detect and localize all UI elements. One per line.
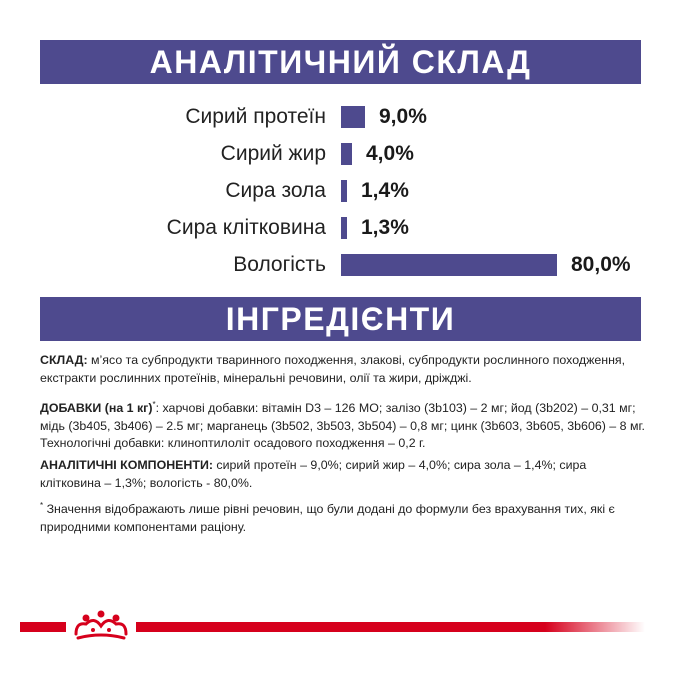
composition-row-bar bbox=[341, 217, 347, 239]
composition-row-label: Сирий протеїн bbox=[185, 105, 326, 128]
additives-text: : харчові добавки: вітамін D3 – 126 МО; залізо (3b103) – 2 мг; йод (3b202) – 0,31 мг; мідь (3b405, 3b406) – 2.5 мг; марганець (3b502, 3b503, 3b504) – 0,8 мг; цинк (3b603, 3b605, 3b606) – 8 мг. Технологічні добавки: клиноптилоліт осадового походження – 0,2 г. bbox=[40, 401, 645, 451]
composition-row-bar bbox=[341, 180, 347, 202]
composition-row bbox=[0, 178, 682, 204]
composition-row bbox=[0, 252, 682, 278]
composition-row-bar bbox=[341, 143, 352, 165]
composition-title-banner bbox=[40, 40, 641, 84]
components-label: АНАЛІТИЧНІ КОМПОНЕНТИ: bbox=[40, 458, 213, 472]
composition-row bbox=[0, 215, 682, 241]
composition-row-label: Сира зола bbox=[225, 179, 326, 202]
royal-canin-crown-icon bbox=[66, 604, 136, 644]
composition-row-label: Сирий жир bbox=[220, 142, 326, 165]
footnote-asterisk: * bbox=[40, 501, 44, 510]
composition-row-label: Сира клітковина bbox=[166, 216, 326, 239]
footer-line-fade bbox=[545, 622, 645, 632]
composition-row-value: 1,3% bbox=[361, 216, 409, 239]
sklad-paragraph bbox=[40, 352, 650, 387]
composition-row-value: 80,0% bbox=[571, 253, 631, 276]
footnote-paragraph bbox=[40, 497, 650, 536]
components-paragraph bbox=[40, 457, 650, 492]
footnote-text: Значення відображають лише рівні речовин, що були додані до формули без врахування тих, які є природними компонентами раціону. bbox=[40, 502, 615, 534]
composition-title: АНАЛІТИЧНИЙ СКЛАД bbox=[149, 44, 532, 80]
composition-row-value: 1,4% bbox=[361, 179, 409, 202]
ingredients-title-banner bbox=[40, 297, 641, 341]
composition-row-bar bbox=[341, 254, 557, 276]
composition-row-value: 9,0% bbox=[379, 105, 427, 128]
components-text: сирий протеїн – 9,0%; сирий жир – 4,0%; сира зола – 1,4%; сира клітковина – 1,3%; вологість - 80,0%. bbox=[40, 458, 587, 490]
sklad-text: м’ясо та субпродукти тваринного походження, злакові, субпродукти рослинного походження, екстракти рослинних протеїнів, мінеральні речовини, олії та жири, дріжджі. bbox=[40, 353, 626, 385]
composition-row bbox=[0, 141, 682, 167]
additives-label: ДОБАВКИ (на 1 кг) bbox=[40, 401, 153, 416]
additives-asterisk: * bbox=[152, 400, 156, 409]
sklad-label: СКЛАД: bbox=[40, 353, 88, 367]
composition-row-bar bbox=[341, 106, 365, 128]
ingredients-title: ІНГРЕДІЄНТИ bbox=[225, 301, 456, 337]
composition-row bbox=[0, 104, 682, 130]
additives-paragraph bbox=[40, 396, 650, 453]
composition-row-value: 4,0% bbox=[366, 142, 414, 165]
composition-row-label: Вологість bbox=[233, 253, 326, 276]
